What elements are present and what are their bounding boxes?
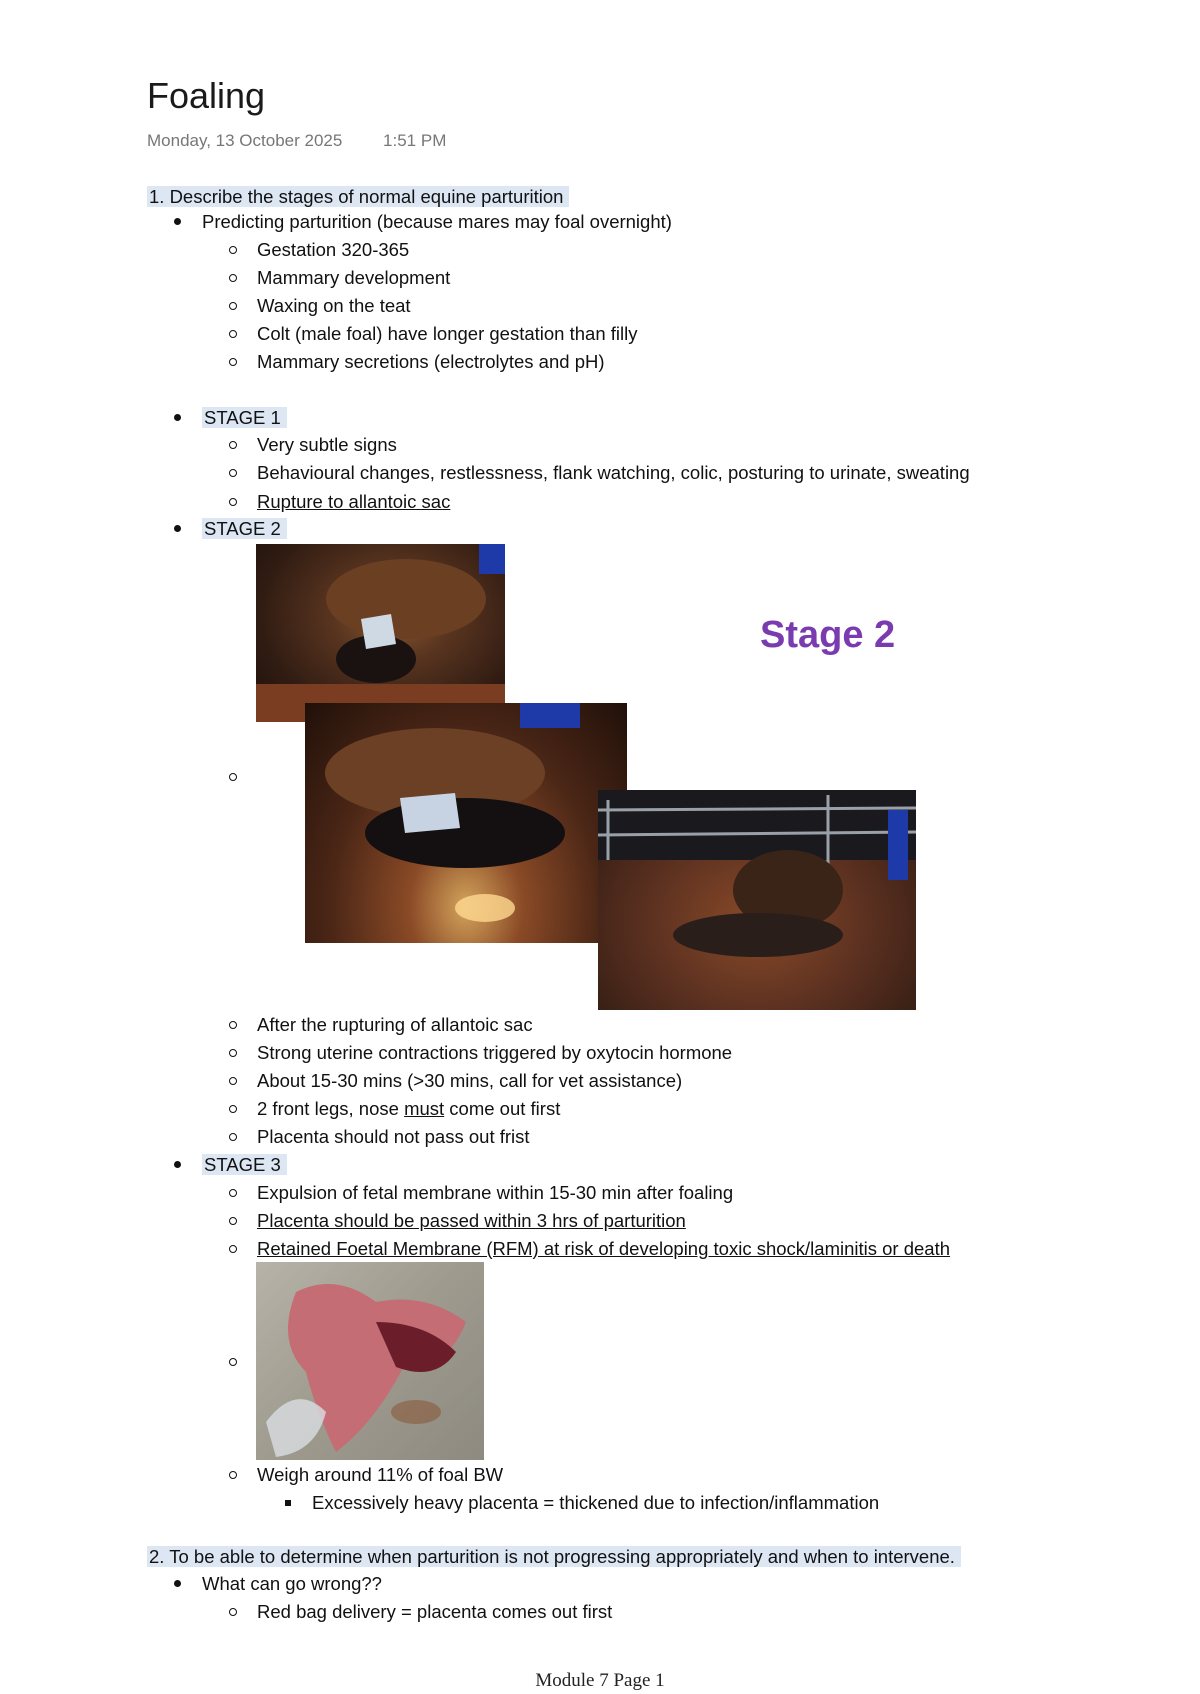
bullet-dot: [174, 1161, 181, 1168]
section2-wrong: What can go wrong??: [202, 1573, 382, 1594]
stage1-item: Behavioural changes, restlessness, flank watching, colic, posturing to urinate, sweating: [257, 462, 970, 483]
bullet-ring: [229, 441, 237, 449]
stage2-legs-item: 2 front legs, nose must come out first: [257, 1098, 561, 1119]
bullet-ring: [229, 358, 237, 366]
stage2-label: STAGE 2: [202, 517, 287, 541]
page-footer: Module 7 Page 1: [535, 1670, 665, 1691]
bullet-ring: [229, 1077, 237, 1085]
stage2-item: About 15-30 mins (>30 mins, call for vet assistance): [257, 1070, 683, 1091]
page-meta: [147, 131, 446, 151]
stage3-item: Placenta should be passed within 3 hrs of parturition: [257, 1210, 686, 1231]
bullet-dot: [174, 525, 181, 532]
predicting-item: Gestation 320-365: [257, 239, 410, 260]
placenta-illustration: [256, 1262, 484, 1460]
predicting-item: Mammary development: [257, 267, 451, 288]
bullet-ring: [229, 773, 237, 781]
bullet-dot: [174, 414, 181, 421]
page-time: 1:51 PM: [383, 131, 447, 150]
bullet-ring: [229, 1245, 237, 1253]
section1-heading: 1. Describe the stages of normal equine parturition: [147, 185, 569, 209]
stage3-label: STAGE 3: [202, 1153, 287, 1177]
stage2-item: Strong uterine contractions triggered by oxytocin hormone: [257, 1042, 733, 1063]
foaling-photo-3: [598, 790, 916, 1010]
bullet-ring: [229, 274, 237, 282]
bullet-ring: [229, 1608, 237, 1616]
predicting-item: Waxing on the teat: [257, 295, 411, 316]
page-date: Monday, 13 October 2025: [147, 131, 343, 150]
stage1-item: Very subtle signs: [257, 434, 397, 455]
bullet-ring: [229, 1471, 237, 1479]
stage3-item: Expulsion of fetal membrane within 15-30 min after foaling: [257, 1182, 734, 1203]
stage1-label: STAGE 1: [202, 406, 287, 430]
page-title: Foaling: [147, 75, 266, 116]
bullet-ring: [229, 1105, 237, 1113]
bullet-dot: [174, 218, 181, 225]
stage1-item: Rupture to allantoic sac: [257, 491, 451, 512]
section2-item: Red bag delivery = placenta comes out first: [257, 1601, 613, 1622]
stage3-item: Retained Foetal Membrane (RFM) at risk of developing toxic shock/laminitis or death: [257, 1238, 951, 1259]
predicting-item: Colt (male foal) have longer gestation than filly: [257, 323, 638, 344]
bullet-square: [285, 1500, 291, 1506]
foal-delivery-illustration: [305, 703, 627, 943]
placenta-photo: [256, 1262, 484, 1460]
bullet-ring: [229, 1358, 237, 1366]
bullet-ring: [229, 1217, 237, 1225]
bullet-ring: [229, 1049, 237, 1057]
bullet-ring: [229, 246, 237, 254]
mare-lying-illustration: [256, 544, 505, 722]
stage2-item: Placenta should not pass out frist: [257, 1126, 530, 1147]
bullet-ring: [229, 302, 237, 310]
foaling-photo-1: [256, 544, 505, 722]
bullet-ring: [229, 330, 237, 338]
predicting-item: Mammary secretions (electrolytes and pH): [257, 351, 605, 372]
bullet-ring: [229, 498, 237, 506]
bullet-ring: [229, 469, 237, 477]
stage3-sub: Excessively heavy placenta = thickened due to infection/inflammation: [312, 1492, 880, 1513]
bullet-ring: [229, 1133, 237, 1141]
bullet-dot: [174, 1580, 181, 1587]
section2-heading: 2. To be able to determine when parturition is not progressing appropriately and when to intervene.: [147, 1545, 961, 1569]
bullet-ring: [229, 1189, 237, 1197]
bullet-ring: [229, 1021, 237, 1029]
stage2-item: After the rupturing of allantoic sac: [257, 1014, 533, 1035]
stage2-image-caption: Stage 2: [760, 614, 896, 656]
stage3-weigh: Weigh around 11% of foal BW: [257, 1464, 504, 1485]
emphasis-must: must: [404, 1098, 445, 1119]
mare-and-foal-illustration: [598, 790, 916, 1010]
predicting-label: Predicting parturition (because mares may foal overnight): [202, 211, 672, 232]
foaling-photo-2: [305, 703, 627, 943]
